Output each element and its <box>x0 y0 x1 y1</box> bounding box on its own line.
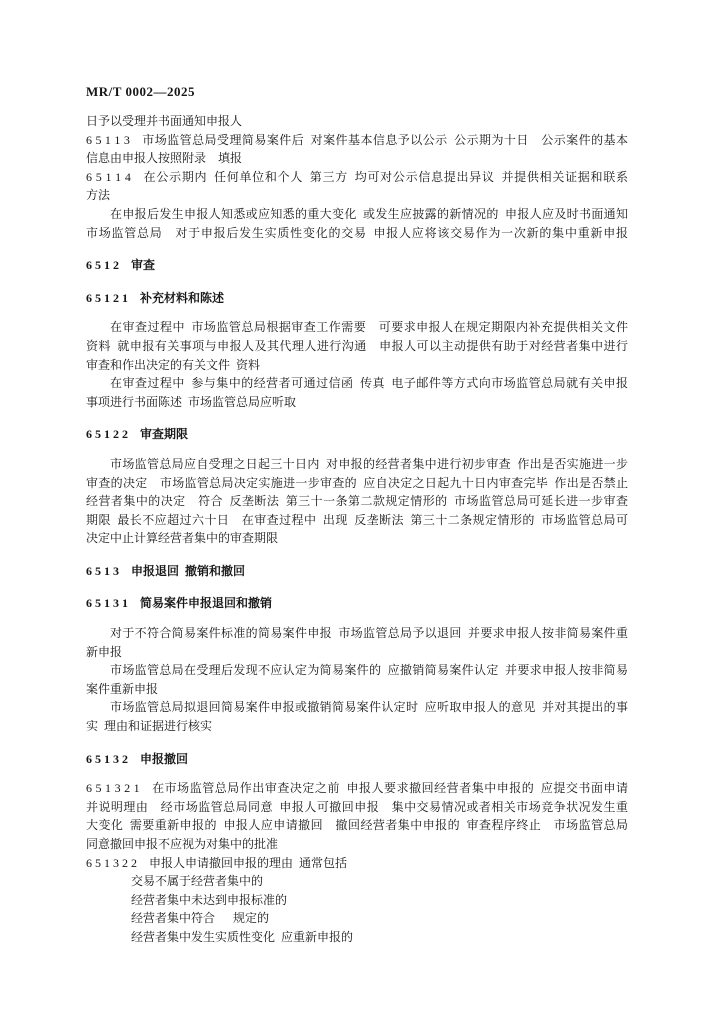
text-line: 经营者集中的决定 符合 反垄断法 第三十一条第二款规定情形的 市场监管总局可延长进一步审查 <box>86 494 628 509</box>
text-line: 事项进行书面陈述 市场监管总局应听取 <box>86 394 297 409</box>
section-heading: 6 5 1 3 2 申报撤回 <box>86 751 189 766</box>
section-heading: 6 5 1 2 审查 <box>86 258 156 273</box>
text-line: 日予以受理并书面通知申报人 <box>86 114 243 128</box>
text-line: 审查和作出决定的有关文件 资料 <box>86 357 261 372</box>
document-lines <box>86 112 628 947</box>
text-line: 对于不符合简易案件标准的简易案件申报 市场监管总局予以退回 并要求申报人按非简易案件重 <box>110 626 628 641</box>
text-line: 并说明理由 经市场监管总局同意 申报人可撤回申报 集中交易情况或者相关市场竞争状况发生重 <box>86 799 628 814</box>
text-line: 在申报后发生申报人知悉或应知悉的重大变化 或发生应披露的新情况的 申报人应及时书面通知 <box>110 206 628 221</box>
text-line: 新申报 <box>86 644 123 659</box>
text-line: 在审查过程中 参与集中的经营者可通过信函 传真 电子邮件等方式向市场监管总局就有关申报 <box>110 376 628 391</box>
text-line: 大变化 需要重新申报的 申报人应申请撤回 撤回经营者集中申报的 审查程序终止 市场监管总局 <box>86 818 628 833</box>
text-line: 实 理由和证据进行核实 <box>86 719 213 734</box>
text-line: 经营者集中发生实质性变化 应重新申报的 <box>131 929 354 944</box>
text-line: 审查的决定 市场监管总局决定实施进一步审查的 应自决定之日起九十日内审查完毕 作出是否禁止 <box>86 475 628 490</box>
text-line: 方法 <box>86 188 111 203</box>
document-code: MR/T 0002—2025 <box>86 84 195 99</box>
text-line: 期限 最长不应超过六十日 在审查过程中 出现 反垄断法 第三十二条规定情形的 市场监管总局可 <box>86 512 628 527</box>
text-line: 经营者集中未达到申报标准的 <box>131 892 288 907</box>
text-line: 市场监管总局拟退回简易案件申报或撤销简易案件认定时 应听取申报人的意见 并对其提出的事 <box>110 700 628 715</box>
section-heading: 6 5 1 3 1 简易案件申报退回和撤销 <box>86 596 273 611</box>
text-line: 决定中止计算经营者集中的审查期限 <box>86 531 279 546</box>
text-line: 经营者集中符合 规定的 <box>131 911 270 926</box>
text-line: 信息由申报人按照附录 填报 <box>86 151 243 166</box>
section-heading: 6 5 1 2 2 审查期限 <box>86 427 189 442</box>
text-line: 在审查过程中 市场监管总局根据审查工作需要 可要求申报人在规定期限内补充提供相关文件 <box>110 320 628 335</box>
text-line: 案件重新申报 <box>86 681 159 696</box>
text-line: 6 5 1 3 2 1 在市场监管总局作出审查决定之前 申报人要求撤回经营者集中申报的 应提交书面申请 <box>86 781 628 796</box>
text-line: 市场监管总局 对于申报后发生实质性变化的交易 申报人应将该交易作为一次新的集中重新申报 <box>86 225 628 240</box>
text-line: 交易不属于经营者集中的 <box>131 874 264 889</box>
section-heading: 6 5 1 2 1 补充材料和陈述 <box>86 290 225 305</box>
text-line: 6 5 1 3 2 2 申报人申请撤回申报的理由 通常包括 <box>86 855 348 870</box>
text-line: 市场监管总局应自受理之日起三十日内 对申报的经营者集中进行初步审查 作出是否实施进一步 <box>110 456 628 471</box>
section-heading: 6 5 1 3 申报退回 撤销和撤回 <box>86 563 246 578</box>
text-line: 市场监管总局在受理后发现不应认定为简易案件的 应撤销简易案件认定 并要求申报人按非简易 <box>110 663 628 678</box>
text-line: 资料 就申报有关事项与申报人及其代理人进行沟通 申报人可以主动提供有助于对经营者集中进行 <box>86 338 628 353</box>
text-line: 同意撤回申报不应视为对集中的批准 <box>86 837 279 851</box>
text-line: 6 5 1 1 4 在公示期内 任何单位和个人 第三方 均可对公示信息提出异议 并提供相关证据和联系 <box>86 169 628 184</box>
text-line: 6 5 1 1 3 市场监管总局受理简易案件后 对案件基本信息予以公示 公示期为十日 公示案件的基本 <box>86 132 628 147</box>
